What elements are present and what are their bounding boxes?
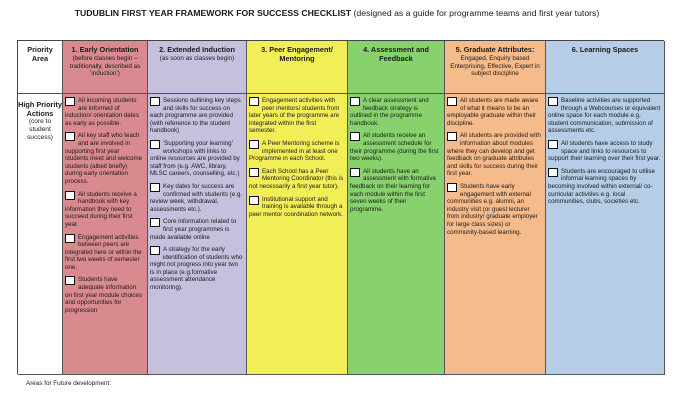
checklist-item-text: Core information related to first year programmes is made available online — [150, 218, 237, 241]
column-title: 3. Peer Engagement/ Mentoring — [261, 45, 333, 63]
checklist-item — [447, 97, 542, 127]
checkbox[interactable] — [65, 191, 75, 200]
column-header-graduate-attributes — [445, 41, 546, 94]
column-title: 1. Early Orientation — [71, 45, 139, 54]
row-label-sub: (core to student success) — [26, 118, 53, 141]
checklist-item — [65, 234, 144, 272]
checklist-item-text: All students are made aware of what it means to be an employable graduate within their discipline. — [447, 97, 539, 127]
checklist-item-text: 'Supporting your learning' workshops with links to online resources are provided by staff from (e.g. AWC, library, MLSC careers, counselling, etc.) — [150, 139, 240, 178]
row-label-high-priority — [18, 94, 63, 375]
checklist-item — [350, 168, 441, 214]
column-body-extended-induction — [148, 94, 247, 375]
checklist-item — [150, 183, 243, 213]
checklist-item-text: All students have access to study space and links to resources to support their learning over their first year. — [548, 139, 661, 163]
checkbox[interactable] — [150, 140, 160, 149]
checklist-item — [447, 183, 542, 236]
checklist-item — [65, 191, 144, 229]
column-header-peer-engagement — [247, 41, 348, 94]
column-body-peer-engagement — [247, 94, 348, 375]
title-rest: (designed as a guide for programme teams and first year tutors) — [351, 8, 600, 18]
checkbox[interactable] — [65, 97, 75, 106]
checklist-item — [249, 140, 344, 163]
column-header-assessment-feedback — [348, 41, 445, 94]
checklist-item-text: A clear assessment and feedback strategy is outlined in the programme handbook. — [350, 97, 429, 127]
checklist-item-text: All key staff who teach and are involved in supporting first year students meet and welcome students (albeit briefly) during early orientation process. — [65, 132, 143, 185]
checkbox[interactable] — [350, 168, 360, 177]
column-title: 6. Learning Spaces — [571, 45, 639, 54]
column-body-assessment-feedback — [348, 94, 445, 375]
column-body-early-orientation — [63, 94, 148, 375]
checkbox[interactable] — [249, 168, 259, 177]
checklist-item-text: Students have adequate information on first year module choices and opportunities for progression — [65, 276, 143, 314]
checkbox[interactable] — [150, 218, 160, 227]
checklist-item-text: All students are provided with information about modules where they can develop and get feedback on graduate attributes and skills for success during their first year. — [447, 132, 541, 178]
checklist-item — [548, 140, 661, 163]
checklist-item-text: Sessions outlining key steps and skills for success on each programme are provided (with reference to the student handbook) — [150, 97, 241, 135]
checklist-item-text: Baseline activities are supported through a Webcourses or equivalent online space for each module e.g. student communication, submission of assessments etc. — [548, 97, 661, 135]
checklist-item-text: Students have early engagement with external communities e.g. alumni, an industry visit (or guest lecturer from industry/ graduate employer for large class sizes) or community-based learning. — [447, 182, 538, 236]
checklist-item-text: Engagement activities between peers are integrated here or within the first two weeks of semester one. — [65, 233, 142, 271]
checkbox[interactable] — [548, 140, 558, 149]
checklist-item — [548, 168, 661, 206]
checkbox[interactable] — [150, 97, 160, 106]
checklist-item — [150, 97, 243, 135]
column-subtitle: Engaged, Enquiry based Enterprising, Effective, Expert in subject discipline — [450, 55, 540, 78]
column-header-extended-induction — [148, 41, 247, 94]
checklist-item — [447, 132, 542, 178]
checklist-item — [65, 132, 144, 185]
checklist-item-text: All students receive an assessment schedule for their programme (during the first two weeks). — [350, 132, 439, 163]
checkbox[interactable] — [150, 183, 160, 192]
checklist-table — [17, 40, 664, 374]
checklist-item-text: Engagement activities with peer mentors/ students from later years of the programme are integrated within the first semester. — [249, 97, 340, 135]
checklist-item-text: Each School has a Peer Mentoring Coordinator (this is not necessarily a first year tutor). — [249, 167, 344, 190]
priority-area-header — [18, 41, 63, 94]
checklist-item-text: A strategy for the early identification of students who might not progress into year two is in place (e.g.formative assessment attendance monitoring). — [150, 246, 243, 292]
row-label-title: High Priority Actions — [18, 100, 62, 118]
checklist-item — [350, 132, 441, 162]
checkbox[interactable] — [548, 168, 558, 177]
checkbox[interactable] — [249, 196, 259, 205]
checkbox[interactable] — [548, 97, 558, 106]
checklist-item — [249, 97, 344, 135]
checkbox[interactable] — [249, 97, 259, 106]
checkbox[interactable] — [350, 132, 360, 141]
checklist-item-text: All students have an assessment with formative feedback on their learning for each module within the first seven weeks of their programme. — [350, 167, 436, 213]
checklist-item — [65, 97, 144, 127]
checklist-item-text: All students receive a handbook with key information they need to succeed during their first year. — [65, 190, 137, 228]
priority-area-label: Priority Area — [27, 45, 53, 63]
checklist-item — [150, 140, 243, 178]
checklist-item-text: Students are encouraged to utilise informal learning spaces by becoming involved within external/ co-curricular activities e.g. local communities, clubs, societies etc. — [548, 167, 655, 206]
checklist-item — [249, 196, 344, 219]
column-header-learning-spaces — [546, 41, 665, 94]
checkbox[interactable] — [447, 132, 457, 141]
checklist-item — [150, 246, 243, 292]
future-development-label: Areas for Future development: — [26, 380, 112, 387]
checklist-item — [65, 276, 144, 314]
column-title: 5. Graduate Attributes: — [455, 45, 535, 54]
column-body-graduate-attributes — [445, 94, 546, 375]
checklist-item-text: A Peer Mentoring scheme is implemented in at least one Programme in each School. — [249, 139, 340, 163]
checkbox[interactable] — [65, 234, 75, 243]
checklist-item — [150, 218, 243, 241]
column-title: 2. Extended Induction — [159, 45, 235, 54]
checklist-item-text: Institutional support and training is available through a peer mentor coordination network. — [249, 195, 343, 218]
checkbox[interactable] — [65, 132, 75, 141]
checklist-item — [548, 97, 661, 135]
column-header-early-orientation — [63, 41, 148, 94]
checkbox[interactable] — [447, 97, 457, 106]
column-subtitle: (before classes begin – traditionally, described as 'induction') — [69, 55, 141, 78]
checklist-item — [249, 168, 344, 191]
checkbox[interactable] — [249, 140, 259, 149]
checkbox[interactable] — [447, 183, 457, 192]
checklist-item-text: Key dates for success are confirmed with students (e.g. review week, withdrawal, assessments etc.). — [150, 182, 243, 213]
checkbox[interactable] — [150, 246, 160, 255]
column-subtitle: (as soon as classes begin) — [159, 55, 235, 62]
checklist-item — [350, 97, 441, 127]
page-title — [4, 8, 670, 18]
column-title: 4. Assessment and Feedback — [363, 45, 429, 63]
checklist-item-text: All incoming students are informed of induction/ orientation dates as early as possible. — [65, 97, 139, 127]
title-bold: TUDUBLIN FIRST YEAR FRAMEWORK FOR SUCCESS CHECKLIST — [74, 8, 352, 18]
checkbox[interactable] — [350, 97, 360, 106]
column-body-learning-spaces — [546, 94, 665, 375]
checkbox[interactable] — [65, 276, 75, 285]
